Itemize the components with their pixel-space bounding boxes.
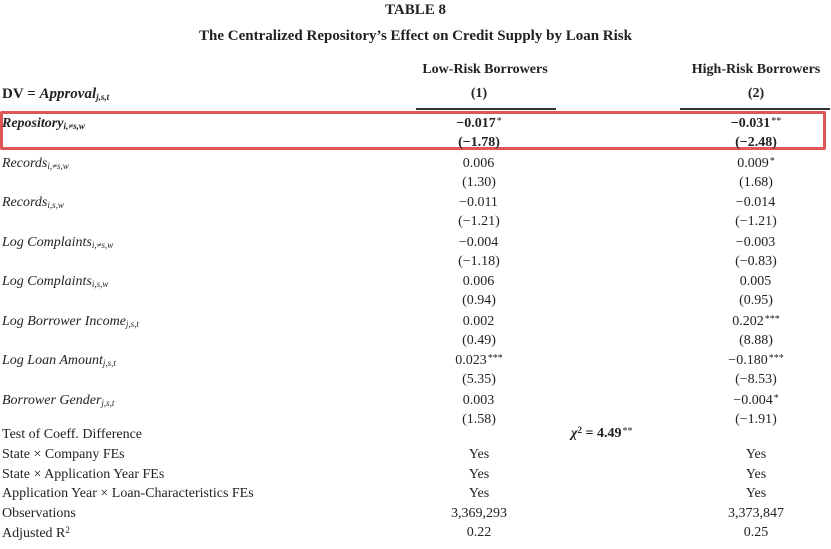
coef-value: 0.005: [739, 274, 772, 289]
tstat-col1: (5.35): [462, 372, 496, 387]
tstat-col1: (0.94): [462, 293, 496, 308]
col2-rule: [680, 108, 830, 110]
coef-value: 0.006: [462, 274, 495, 289]
coeff-test-value: [571, 425, 633, 442]
coef-col1: [409, 274, 549, 290]
chi-symbol: χ: [571, 426, 578, 441]
dv-name: Approval: [39, 86, 97, 102]
row-label: [2, 274, 108, 290]
coef-col1: [409, 195, 549, 211]
tstat-col1: (−1.18): [458, 253, 500, 269]
tstat-col2: (1.68): [739, 174, 773, 190]
coef-value: 0.003: [462, 392, 495, 408]
adj-r2-sup: 2: [65, 525, 70, 535]
coef-col2: [686, 235, 826, 251]
row-subscript: j,s,t: [102, 358, 116, 368]
coef-col1: [409, 353, 549, 369]
dv-subscript: j,s,t: [96, 92, 110, 102]
fe-row-col2: Yes: [745, 466, 767, 482]
coef-col1: [409, 156, 549, 172]
row-label: [2, 195, 64, 211]
row-subscript: i,≠s,w: [63, 121, 85, 131]
coef-value: −0.004: [733, 392, 773, 408]
coef-value: 0.023: [455, 353, 487, 368]
row-label: [2, 116, 85, 132]
fe-row-label: Application Year × Loan-Characteristics FEs: [2, 486, 254, 501]
fe-row-col2: Yes: [745, 486, 767, 501]
dv-prefix: DV =: [2, 86, 40, 102]
chi-value: = 4.49: [582, 426, 622, 441]
coef-value: −0.031: [730, 116, 771, 131]
adj-r2-text: Adjusted R: [2, 526, 66, 541]
row-label: [2, 156, 69, 172]
table-title: The Centralized Repository’s Effect on Credit Supply by Loan Risk: [199, 28, 632, 44]
coef-value: −0.011: [459, 195, 498, 210]
coef-value: −0.017: [456, 116, 496, 131]
coef-value: −0.004: [458, 234, 499, 250]
coef-value: −0.180: [728, 353, 768, 368]
coef-stars: ***: [487, 353, 503, 364]
coef-col2: [686, 353, 826, 369]
row-name: Records: [2, 195, 48, 210]
row-subscript: i,≠s,w: [47, 160, 69, 171]
coeff-test-label: Test of Coeff. Difference: [2, 427, 142, 442]
chi-sup: 2: [577, 425, 583, 435]
fe-row-label: State × Company FEs: [2, 447, 125, 462]
fe-row-label: State × Application Year FEs: [2, 466, 165, 482]
table-label: TABLE 8: [385, 2, 446, 18]
tstat-col2: (8.88): [739, 332, 773, 348]
coef-col1: [409, 314, 549, 330]
coef-value: 0.202: [732, 313, 764, 329]
row-name: Log Borrower Income: [2, 313, 126, 329]
coef-col1: [409, 116, 549, 132]
coef-value: 0.002: [462, 313, 495, 329]
coef-stars: *: [496, 116, 502, 127]
tstat-col1: (−1.78): [458, 135, 500, 150]
coef-col2: [686, 393, 826, 409]
col1-heading: Low-Risk Borrowers: [422, 62, 548, 77]
coef-col2: [686, 314, 826, 330]
adj-r2-col1: 0.22: [466, 525, 492, 540]
row-subscript: j,s,t: [125, 318, 139, 329]
fe-row-col1: Yes: [468, 466, 490, 482]
coef-value: 0.009: [737, 155, 769, 171]
tstat-col1: (−1.21): [458, 214, 500, 229]
row-subscript: i,s,w: [47, 200, 64, 210]
coef-col2: [686, 116, 826, 132]
tstat-col2: (0.95): [739, 293, 773, 308]
fe-row-col1: 3,369,293: [451, 505, 507, 521]
col1-number: (1): [470, 86, 488, 101]
dv-label: [2, 86, 109, 103]
coef-value: 0.006: [462, 155, 495, 171]
col2-heading: High-Risk Borrowers: [691, 62, 821, 77]
tstat-col1: (1.58): [462, 411, 496, 427]
row-subscript: i,s,w: [91, 279, 109, 289]
adj-r2-col2: 0.25: [743, 525, 769, 540]
coef-col1: [409, 235, 549, 251]
col2-number: (2): [747, 86, 765, 101]
coef-col1: [409, 393, 549, 409]
coef-value: −0.014: [735, 195, 776, 210]
coef-stars: *: [773, 392, 779, 404]
tstat-col1: (0.49): [462, 332, 496, 348]
row-label: [2, 235, 113, 251]
fe-row-col1: Yes: [468, 486, 490, 501]
row-subscript: i,≠s,w: [91, 239, 114, 250]
tstat-col1: (1.30): [462, 174, 496, 190]
row-name: Records: [2, 155, 48, 171]
fe-row-col1: Yes: [468, 447, 490, 462]
tstat-col2: (−8.53): [735, 372, 777, 387]
row-label: [2, 314, 139, 330]
row-name: Log Complaints: [2, 274, 92, 289]
tstat-col2: (−0.83): [735, 253, 777, 269]
adj-r2-label: [2, 525, 70, 542]
tstat-col2: (−1.91): [735, 411, 777, 427]
row-name: Repository: [2, 116, 64, 131]
coef-col2: [686, 156, 826, 172]
row-name: Log Complaints: [2, 234, 92, 250]
row-subscript: j,s,t: [101, 397, 115, 408]
row-label: [2, 393, 114, 409]
tstat-col2: (−2.48): [735, 135, 777, 150]
coef-value: −0.003: [735, 234, 776, 250]
coef-stars: ***: [768, 353, 784, 364]
coef-col2: [686, 195, 826, 211]
coef-stars: **: [771, 116, 782, 127]
row-name: Log Loan Amount: [2, 353, 103, 368]
fe-row-col2: Yes: [745, 447, 767, 462]
fe-row-label: Observations: [2, 505, 76, 521]
tstat-col2: (−1.21): [735, 214, 777, 229]
coef-stars: *: [769, 155, 775, 167]
chi-stars: **: [622, 426, 633, 437]
row-label: [2, 353, 116, 369]
coef-col2: [686, 274, 826, 290]
coef-stars: ***: [764, 313, 780, 325]
fe-row-col2: 3,373,847: [728, 505, 784, 521]
col1-rule: [416, 108, 556, 110]
row-name: Borrower Gender: [2, 392, 102, 408]
